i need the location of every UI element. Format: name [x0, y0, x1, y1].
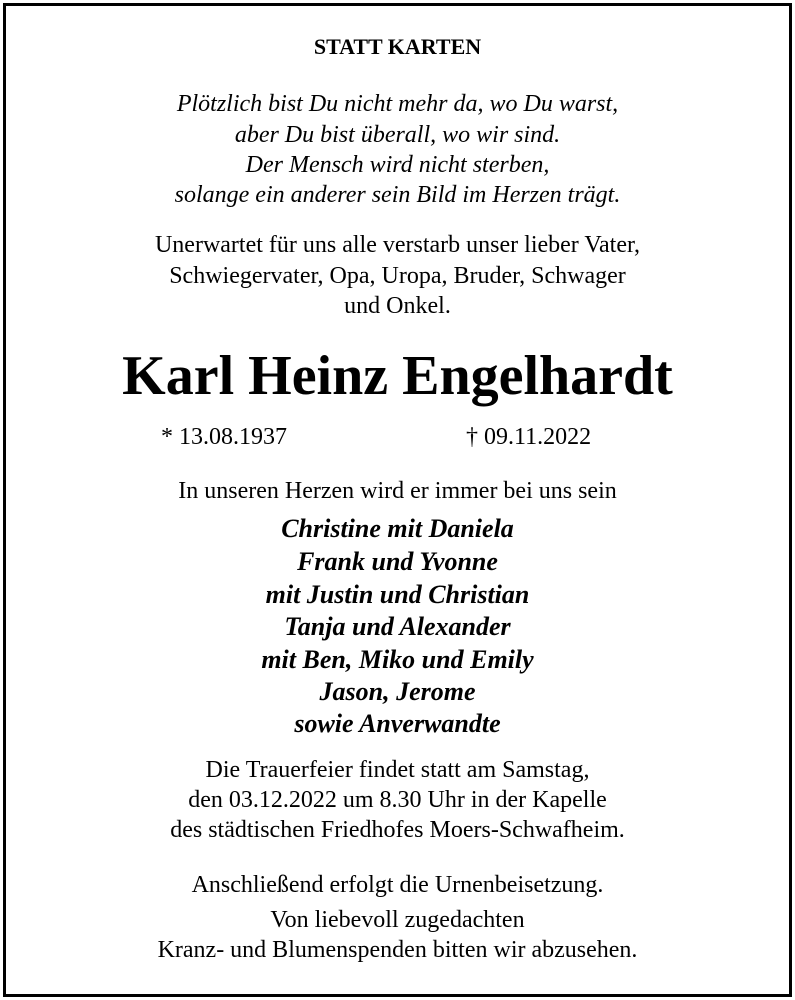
poem-line-1: Plötzlich bist Du nicht mehr da, wo Du warst,	[176, 91, 619, 117]
deceased-name: Karl Heinz Engelhardt	[122, 345, 673, 407]
notice-header: STATT KARTEN	[313, 34, 482, 59]
intro-line-1: Unerwartet für uns alle verstarb unser lieber Vater,	[154, 232, 641, 258]
donations-line-2: Kranz- und Blumenspenden bitten wir abzusehen.	[157, 937, 638, 963]
donations-line-1: Von liebevoll zugedachten	[270, 907, 525, 933]
mourner-line-5: mit Ben, Miko und Emily	[261, 645, 534, 674]
memory-line: In unseren Herzen wird er immer bei uns sein	[178, 478, 617, 504]
mourner-line-1: Christine mit Daniela	[281, 514, 514, 543]
ceremony-line-3: des städtischen Friedhofes Moers-Schwafheim.	[170, 817, 625, 843]
mourner-line-7: sowie Anverwandte	[294, 709, 501, 738]
intro-line-3: und Onkel.	[344, 293, 451, 319]
mourner-line-4: Tanja und Alexander	[284, 612, 511, 641]
birth-date: * 13.08.1937	[161, 424, 287, 450]
poem-line-4: solange ein anderer sein Bild im Herzen trägt.	[174, 182, 621, 208]
ceremony-line-1: Die Trauerfeier findet statt am Samstag,	[205, 757, 590, 783]
mourner-line-2: Frank und Yvonne	[297, 547, 498, 576]
ceremony-line-2: den 03.12.2022 um 8.30 Uhr in der Kapelle	[188, 787, 607, 813]
poem-line-3: Der Mensch wird nicht sterben,	[245, 152, 550, 178]
intro-line-2: Schwiegervater, Opa, Uropa, Bruder, Schwager	[169, 263, 626, 289]
mourner-line-6: Jason, Jerome	[319, 677, 476, 706]
mourner-line-3: mit Justin und Christian	[265, 580, 530, 609]
death-date: † 09.11.2022	[466, 424, 592, 450]
poem-line-2: aber Du bist überall, wo wir sind.	[234, 122, 561, 148]
burial-line: Anschließend erfolgt die Urnenbeisetzung.	[191, 872, 604, 898]
